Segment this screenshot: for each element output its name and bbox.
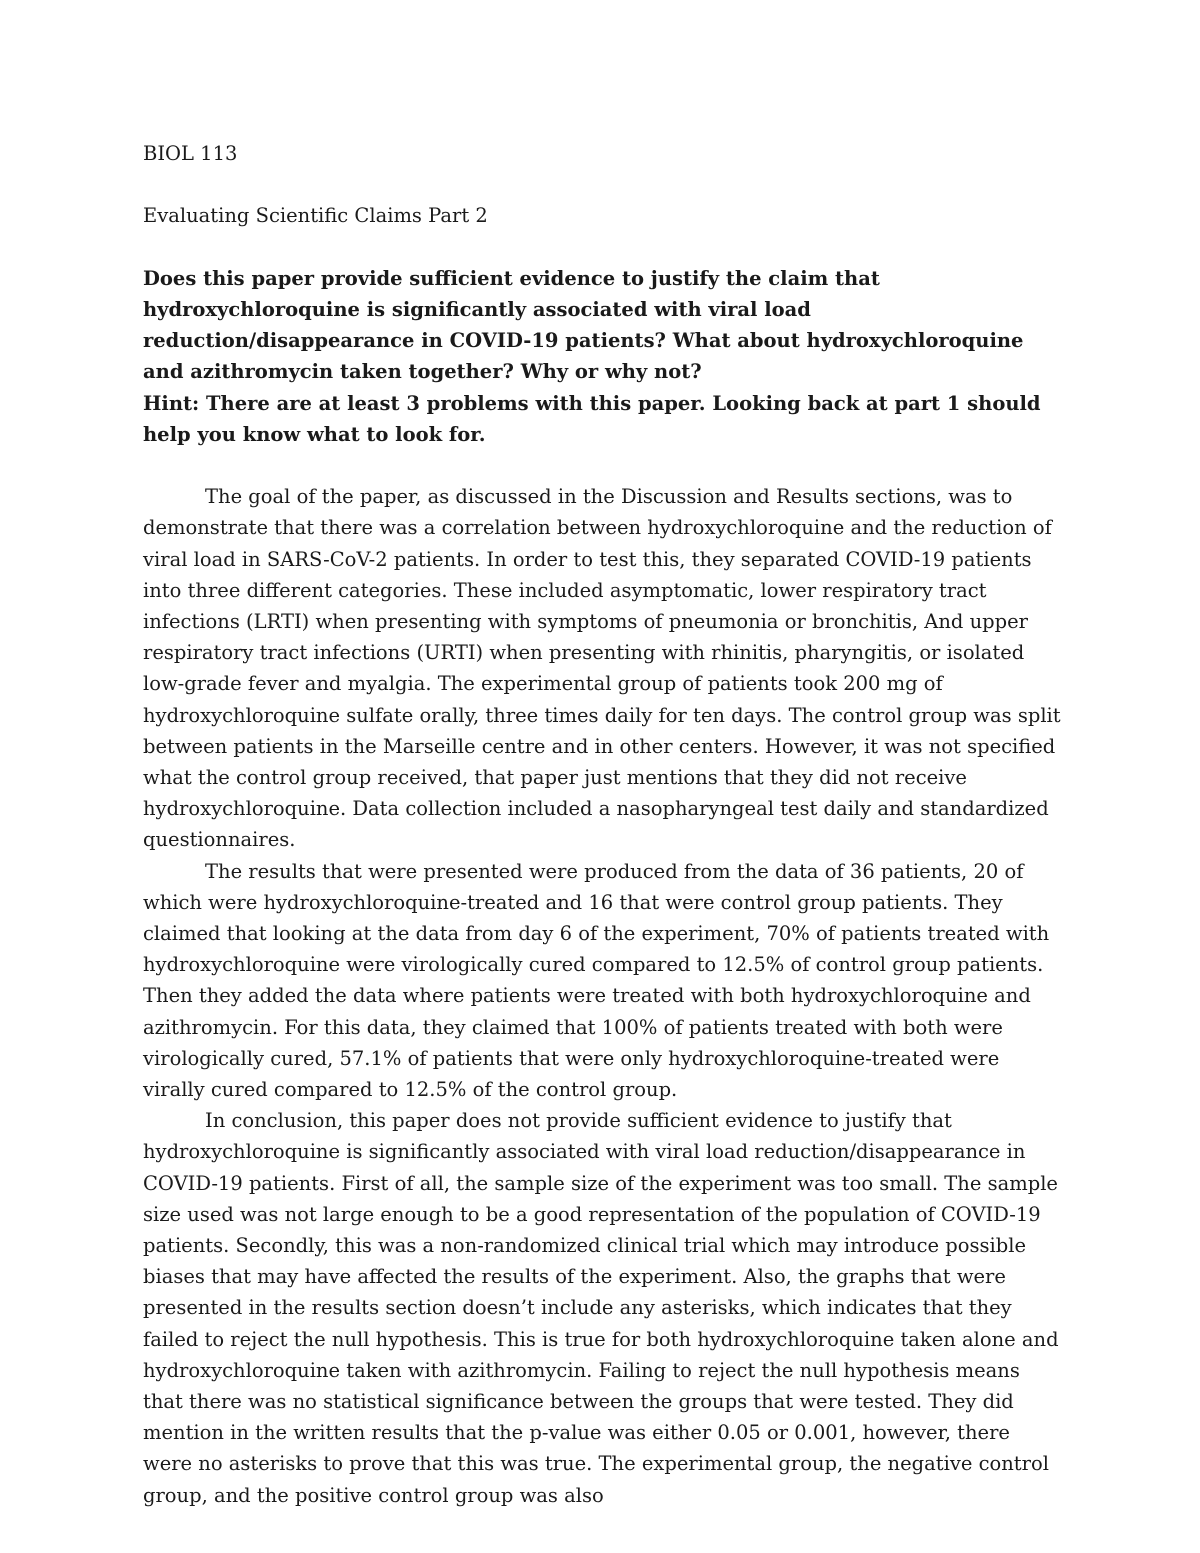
paragraph-conclusion: In conclusion, this paper does not provide sufficient evidence to justify that hydroxychloroquine is significantly associated with viral load reduction/disappearance in COVID-19 patients. First of all, the sample size of the experiment was too small. The sample size used was not large enough to be a good representation of the population of COVID-19 patients. Secondly, this was a non-randomized clinical trial which may introduce possible biases that may have affected the results of the experiment. Also, the graphs that were presented in the results section doesn’t include any asterisks, which indicates that they failed to reject the null hypothesis. This is true for both hydroxychloroquine taken alone and hydroxychloroquine taken with azithromycin. Failing to reject the null hypothesis means that there was no statistical significance between the groups that were tested. They did mention in the written results that the p-value was either 0.05 or 0.001, however, there were no asterisks to prove that this was true. The experimental group, the negative control group, and the positive control group was also [143,1109,1059,1507]
essay-body [143,481,1063,1511]
assignment-prompt [143,263,1063,450]
paragraph-results: The results that were presented were produced from the data of 36 patients, 20 of which were hydroxychloroquine-treated and 16 that were control group patients. They claimed that looking at the data from day 6 of the experiment, 70% of patients treated with hydroxychloroquine were virologically cured compared to 12.5% of control group patients. Then they added the data where patients were treated with both hydroxychloroquine and azithromycin. For this data, they claimed that 100% of patients treated with both were virologically cured, 57.1% of patients that were only hydroxychloroquine-treated were virally cured compared to 12.5% of the control group. [143,859,1050,1102]
prompt-question: Does this paper provide sufficient evidence to justify the claim that hydroxychloroquine is significantly associated with viral load reduction/disappearance in COVID-19 patients? What about hydroxychloroquine and azithromycin taken together? Why or why not? [143,266,1024,384]
prompt-hint: Hint: There are at least 3 problems with this paper. Looking back at part 1 should help you know what to look for. [143,391,1041,446]
paragraph-methods: The goal of the paper, as discussed in the Discussion and Results sections, was to demonstrate that there was a correlation between hydroxychloroquine and the reduction of viral load in SARS-CoV-2 patients. In order to test this, they separated COVID-19 patients into three different categories. These included asymptomatic, lower respiratory tract infections (LRTI) when presenting with symptoms of pneumonia or bronchitis, And upper respiratory tract infections (URTI) when presenting with rhinitis, pharyngitis, or isolated low-grade fever and myalgia. The experimental group of patients took 200 mg of hydroxychloroquine sulfate orally, three times daily for ten days. The control group was split between patients in the Marseille centre and in other centers. However, it was not specified what the control group received, that paper just mentions that they did not receive hydroxychloroquine. Data collection included a nasopharyngeal test daily and standardized questionnaires. [143,485,1061,852]
course-code: BIOL 113 [143,142,238,165]
assignment-title: Evaluating Scientific Claims Part 2 [143,204,488,228]
document-content [143,138,1063,1511]
